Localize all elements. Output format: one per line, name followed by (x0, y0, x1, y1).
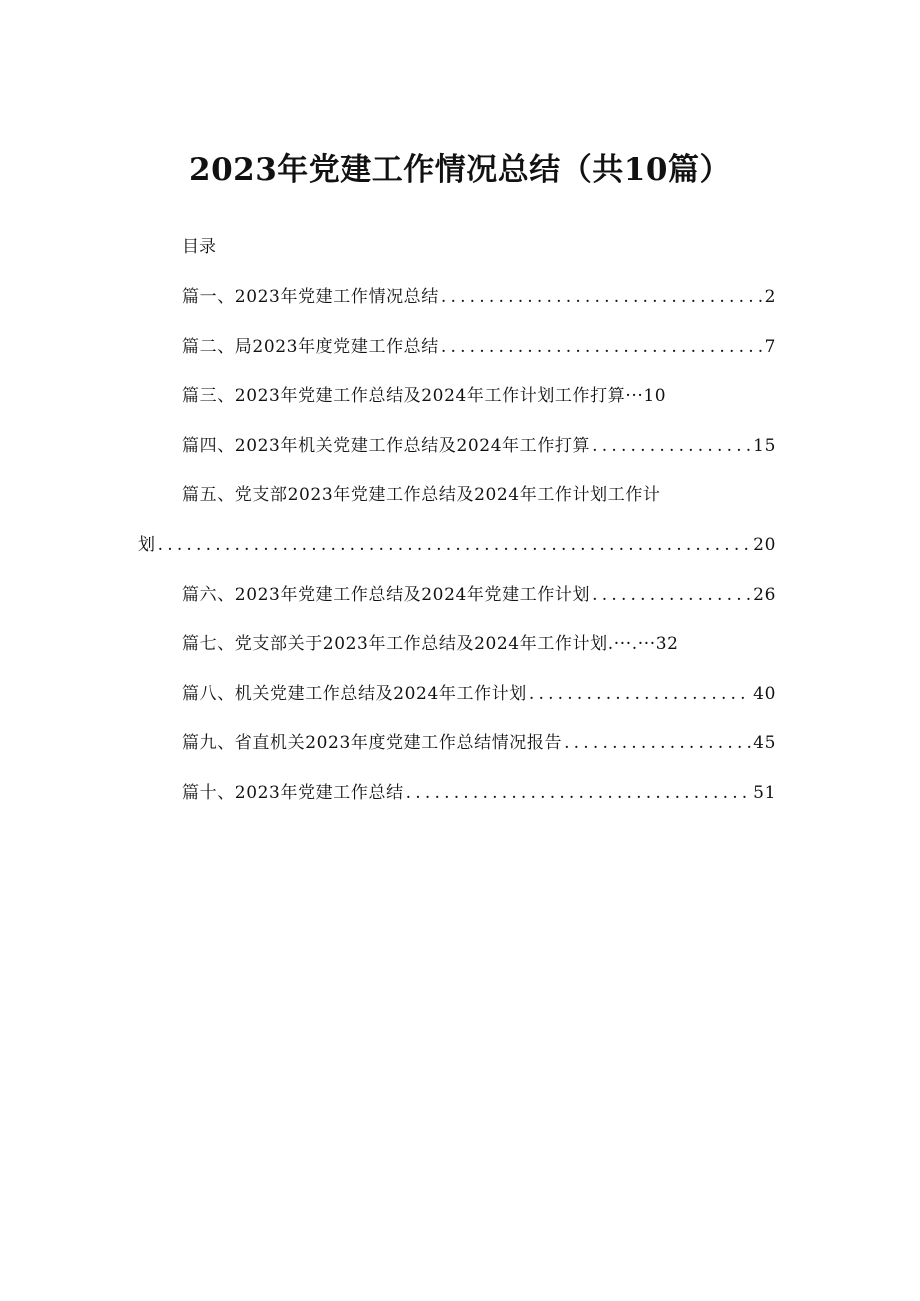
toc-entry-title: 篇二、局2023年度党建工作总结 (182, 337, 439, 357)
toc-leader-dots (592, 582, 751, 608)
toc-entry-page: 20 (753, 535, 776, 555)
toc-leader-dots (564, 730, 751, 756)
toc-entry-title-cont: 划 (138, 535, 156, 555)
toc-entry-title: 篇八、机关党建工作总结及2024年工作计划 (182, 684, 527, 704)
toc-entry-title: 篇一、2023年党建工作情况总结 (182, 287, 439, 307)
toc-leader-dots (529, 681, 751, 707)
document-title: 2023年党建工作情况总结（共10篇） (189, 152, 731, 188)
toc-entry-text: 篇三、2023年党建工作总结及2024年工作计划工作打算···10 (182, 386, 667, 406)
toc-entry-10[interactable] (182, 780, 776, 806)
toc-entry-page: 45 (753, 733, 776, 753)
toc-entry-9[interactable] (182, 730, 776, 756)
toc-entry-8[interactable] (182, 681, 776, 707)
toc-entry-title: 篇五、党支部2023年党建工作总结及2024年工作计划工作计 (182, 485, 661, 505)
toc-entry-title: 篇六、2023年党建工作总结及2024年党建工作计划 (182, 585, 591, 605)
toc-leader-dots (406, 780, 751, 806)
toc-entry-7[interactable] (182, 631, 679, 657)
toc-entry-page: 26 (753, 585, 776, 605)
toc-entry-6[interactable] (182, 582, 776, 608)
toc-entry-3[interactable] (182, 383, 666, 409)
toc-entry-page: 40 (753, 684, 776, 704)
toc-entry-5-continuation[interactable] (138, 532, 776, 558)
toc-leader-dots (441, 334, 763, 360)
toc-entry-5[interactable] (182, 482, 661, 508)
toc-entry-page: 51 (753, 783, 776, 803)
toc-entry-4[interactable] (182, 433, 776, 459)
toc-entry-1[interactable] (182, 284, 776, 310)
toc-heading: 目录 (182, 237, 216, 257)
toc-entry-page: 15 (753, 436, 776, 456)
toc-entry-title: 篇四、2023年机关党建工作总结及2024年工作打算 (182, 436, 591, 456)
toc-leader-dots (592, 433, 751, 459)
toc-leader-dots (158, 532, 752, 558)
toc-entry-2[interactable] (182, 334, 776, 360)
toc-entry-page: 2 (764, 287, 776, 307)
toc-leader-dots (441, 284, 763, 310)
toc-entry-title: 篇九、省直机关2023年度党建工作总结情况报告 (182, 733, 563, 753)
toc-entry-text: 篇七、党支部关于2023年工作总结及2024年工作计划.···.···32 (182, 634, 679, 654)
toc-entry-title: 篇十、2023年党建工作总结 (182, 783, 404, 803)
toc-entry-page: 7 (764, 337, 776, 357)
